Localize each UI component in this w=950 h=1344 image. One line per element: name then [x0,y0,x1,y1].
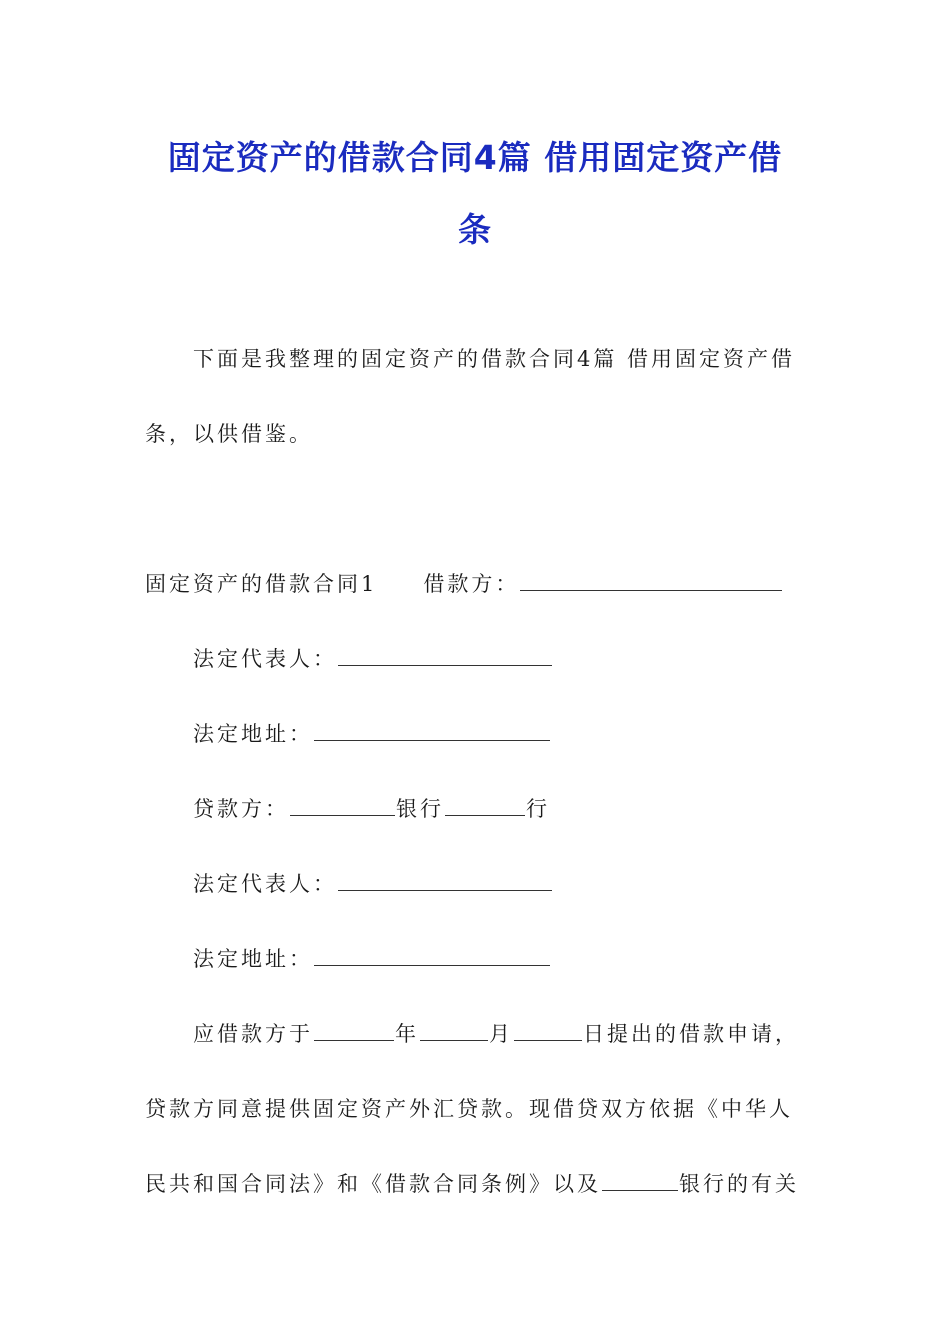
para3-text-a: 民共和国合同法》和《借款合同条例》以及 [145,1172,601,1196]
lender-label: 贷款方： [193,797,289,821]
intro-line-1: 下面是我整理的固定资产的借款合同4篇 借用固定资产借 [193,347,796,371]
lender-bank-blank [290,795,395,816]
borrower-line [145,570,783,598]
lender-branch-word: 行 [526,797,550,821]
day-word: 日提出的借款申请， [583,1022,799,1046]
lender-line [193,795,550,823]
para3-text-b: 银行的有关 [679,1172,799,1196]
borrower-address-label: 法定地址： [193,722,313,746]
contract-heading: 固定资产的借款合同1 [145,572,378,596]
year-blank [314,1020,394,1041]
day-blank [514,1020,582,1041]
intro-line-2: 条，以供借鉴。 [145,422,313,446]
lender-address-blank [314,945,550,966]
borrower-address-line [193,720,551,748]
month-word: 月 [489,1022,513,1046]
borrower-rep-line [193,645,553,673]
lender-rep-line [193,870,553,898]
para1-text-a: 应借款方于 [193,1022,313,1046]
borrower-address-blank [314,720,550,741]
lender-branch-blank [445,795,525,816]
borrower-label: 借款方： [423,572,520,596]
paragraph-line-2: 贷款方同意提供固定资产外汇贷款。现借贷双方依据《中华人 [145,1097,793,1121]
document-title-line-1: 固定资产的借款合同4篇 借用固定资产借 [167,138,783,177]
borrower-rep-blank [338,645,552,666]
paragraph-line-3 [145,1170,799,1198]
year-word: 年 [395,1022,419,1046]
lender-address-label: 法定地址： [193,947,313,971]
lender-address-line [193,945,551,973]
borrower-blank [520,570,782,591]
lender-bank-word: 银行 [396,797,444,821]
month-blank [420,1020,488,1041]
bank-name-blank [602,1170,678,1191]
document-title-line-2: 条 [458,210,492,249]
paragraph-line-1 [193,1020,799,1048]
borrower-rep-label: 法定代表人： [193,647,337,671]
lender-rep-blank [338,870,552,891]
lender-rep-label: 法定代表人： [193,872,337,896]
